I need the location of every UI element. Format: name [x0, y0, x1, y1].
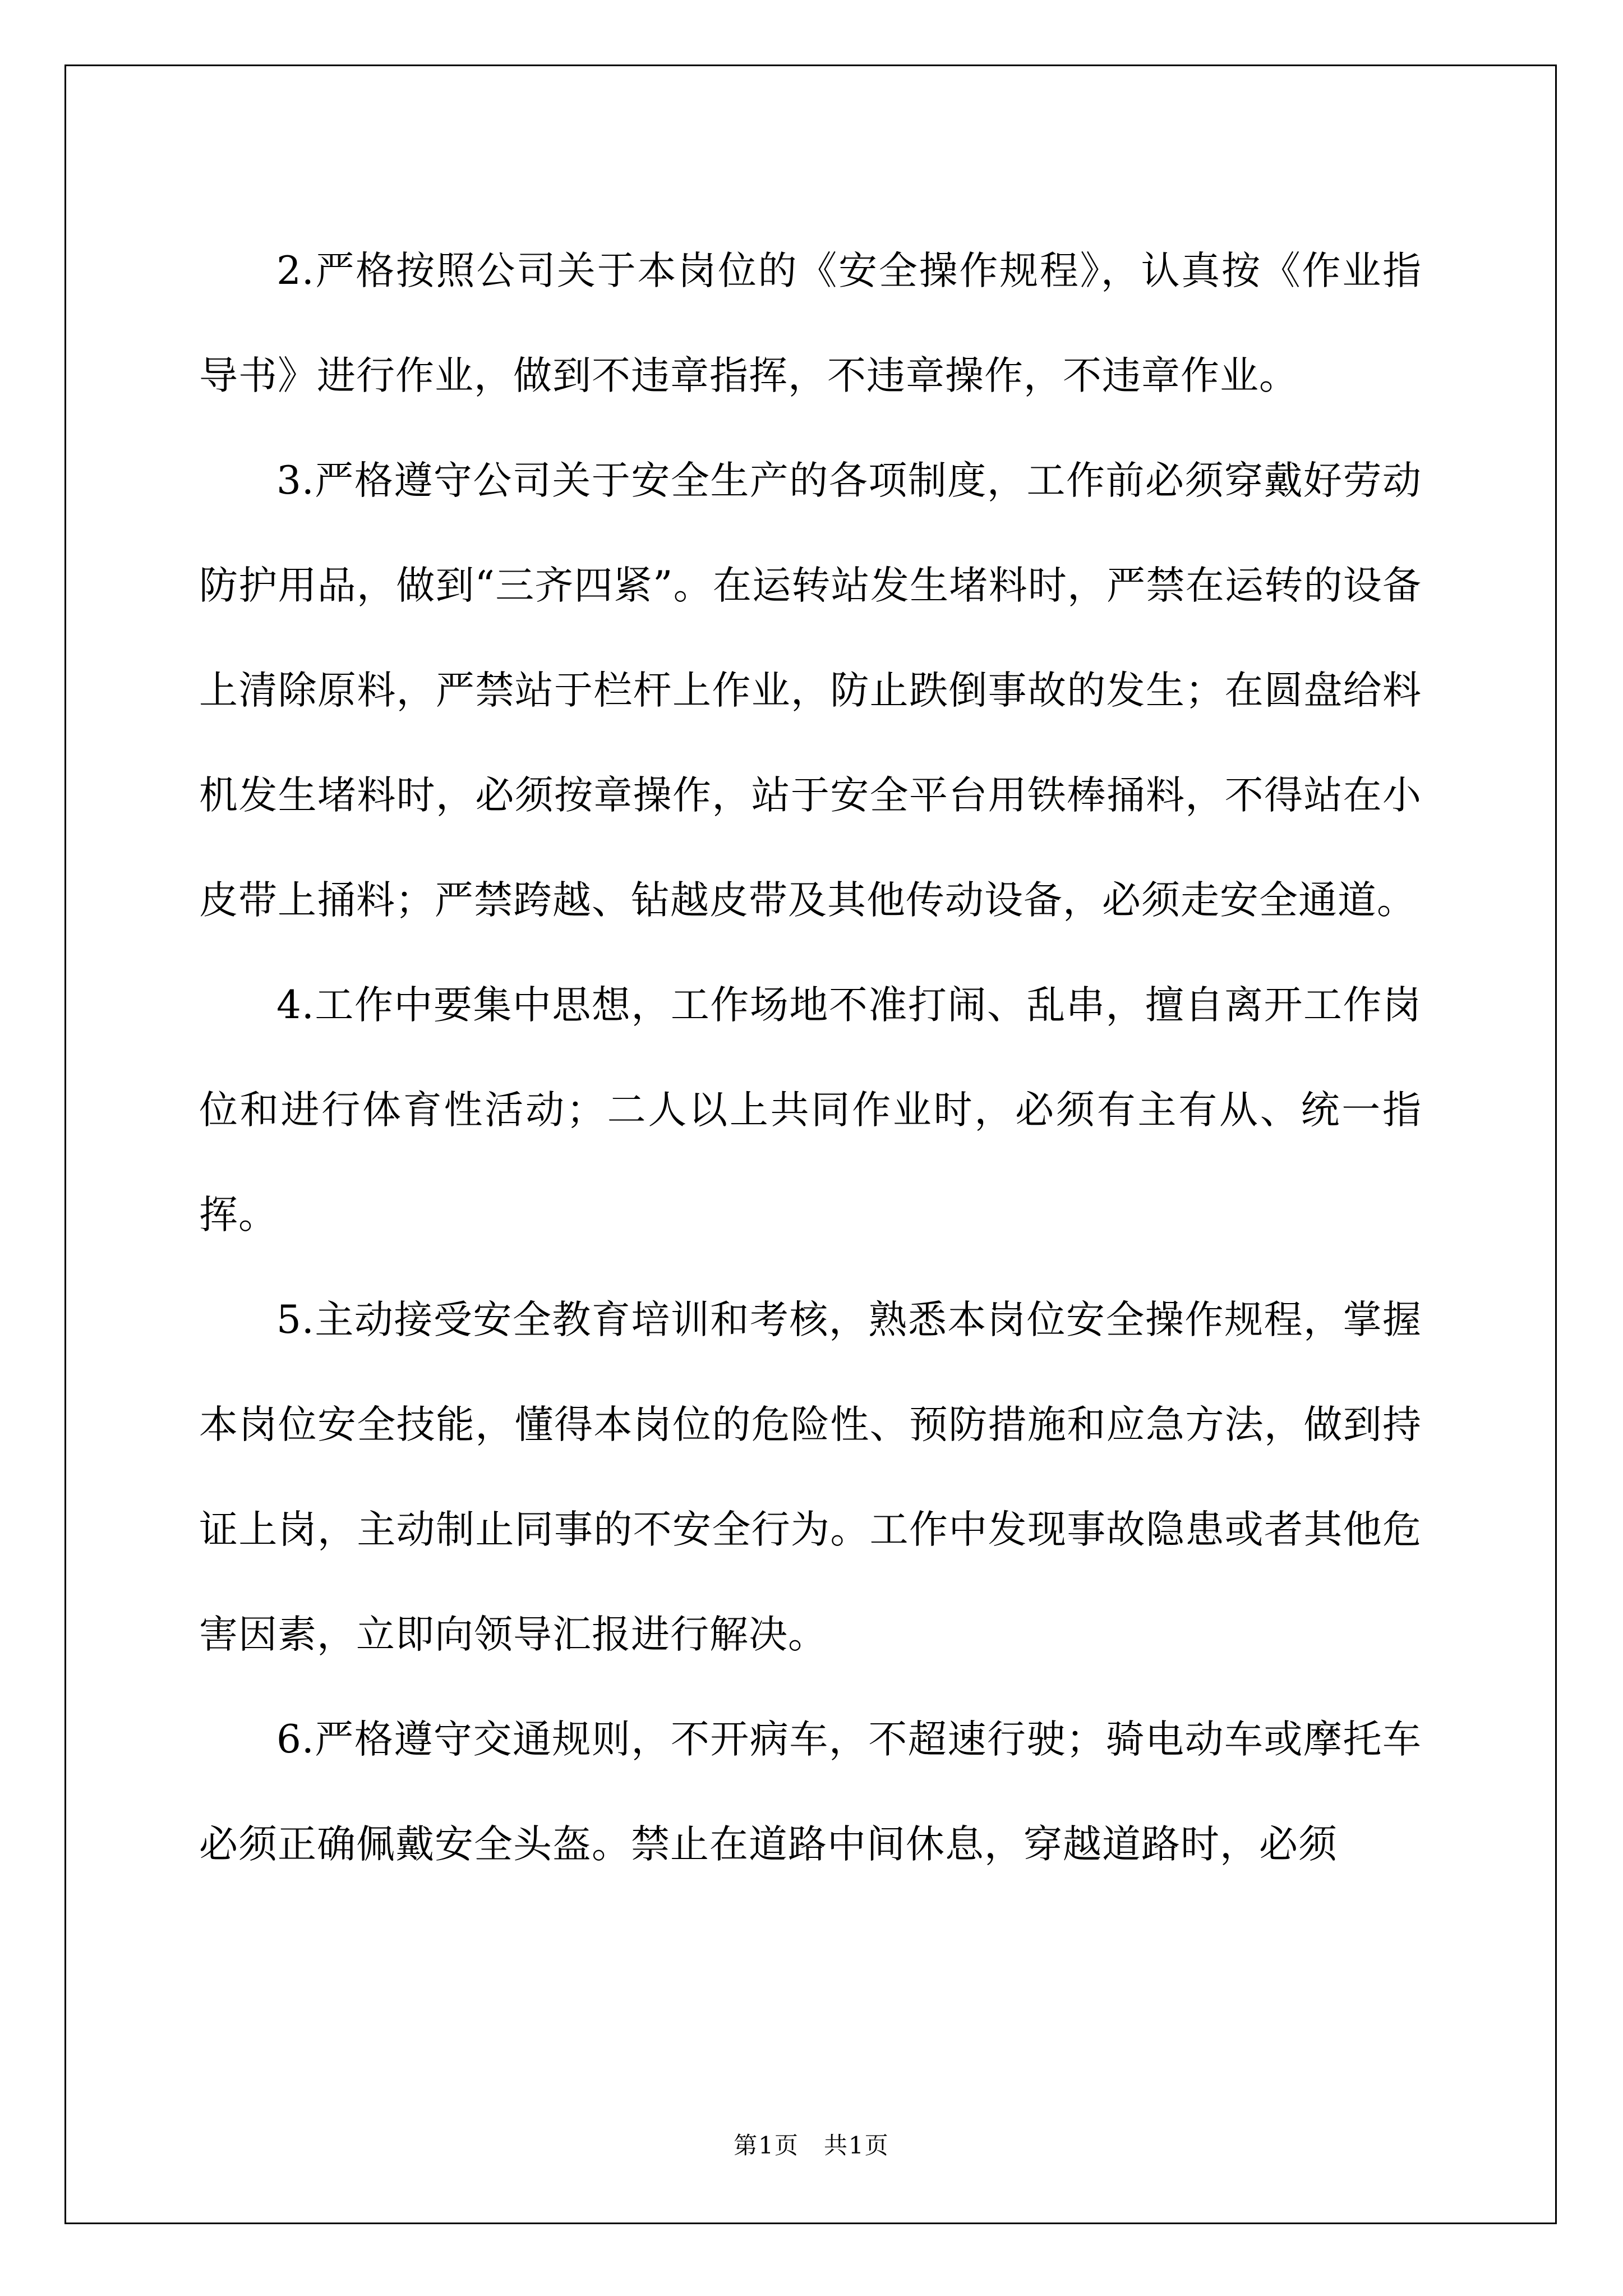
paragraph-item-2: 2.严格按照公司关于本岗位的《安全操作规程》，认真按《作业指导书》进行作业，做到不违章指挥，不违章操作，不违章作业。 [199, 249, 1422, 398]
paragraph-item-4: 4.工作中要集中思想，工作场地不准打闹、乱串，擅自离开工作岗位和进行体育性活动；二人以上共同作业时，必须有主有从、统一指挥。 [199, 983, 1422, 1237]
page-number-current: 第1页 [734, 2132, 799, 2159]
page-number-total: 共1页 [824, 2132, 889, 2159]
paragraph-item-6: 6.严格遵守交通规则，不开病车，不超速行驶；骑电动车或摩托车必须正确佩戴安全头盔。禁止在道路中间休息，穿越道路时，必须 [199, 1717, 1422, 1867]
paragraph-item-5: 5.主动接受安全教育培训和考核，熟悉本岗位安全操作规程，掌握本岗位安全技能，懂得本岗位的危险性、预防措施和应急方法，做到持证上岗，主动制止同事的不安全行为。工作中发现事故隐患或者其他危害因素，立即向领导汇报进行解决。 [199, 1297, 1422, 1657]
page-footer [0, 2127, 1623, 2161]
paragraph-item-3: 3.严格遵守公司关于安全生产的各项制度，工作前必须穿戴好劳动防护用品，做到“三齐四紧”。在运转站发生堵料时，严禁在运转的设备上清除原料，严禁站于栏杆上作业，防止跌倒事故的发生；在圆盘给料机发生堵料时，必须按章操作，站于安全平台用铁棒捅料，不得站在小皮带上捅料；严禁跨越、钻越皮带及其他传动设备，必须走安全通道。 [199, 458, 1422, 923]
document-body [199, 219, 1422, 1897]
